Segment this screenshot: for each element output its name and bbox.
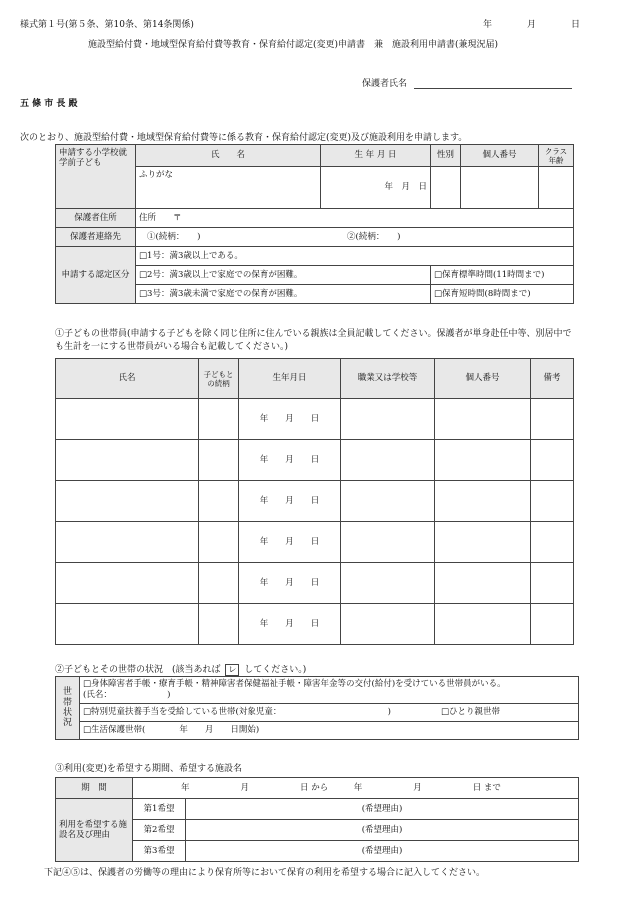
furigana-label: ふりがな	[139, 170, 174, 180]
child-id-field[interactable]	[461, 167, 539, 209]
member-dob[interactable]: 年 月 日	[239, 563, 341, 604]
date-month-label: 月	[527, 20, 537, 30]
household-header-row	[56, 359, 574, 399]
dob-header: 生 年 月 日	[321, 145, 431, 167]
member-dob[interactable]: 年 月 日	[239, 481, 341, 522]
member-dob[interactable]: 年 月 日	[239, 399, 341, 440]
guardian-name-label: 保護者氏名	[362, 79, 408, 89]
facility-note: ③利用(変更)を希望する期間、希望する施設名	[55, 764, 243, 774]
choice-2-label: 第2希望	[133, 820, 186, 841]
date-year-label: 年	[483, 20, 493, 30]
status-note-suffix: してください。)	[244, 665, 307, 675]
footer-note: 下記④⑤は、保護者の労働等の理由により保育所等において保育の利用を希望する場合に記入してください。	[44, 868, 486, 878]
choice-1-field[interactable]: (希望理由)	[186, 799, 579, 820]
col-relation: 子どもとの続柄	[199, 359, 239, 399]
choice-1-label: 第1希望	[133, 799, 186, 820]
facility-table	[55, 777, 579, 862]
child-dob-field[interactable]: 年 月 日	[321, 167, 431, 209]
class-header: クラス年齢	[539, 145, 574, 167]
name-header: 氏 名	[136, 145, 321, 167]
intro-text: 次のとおり、施設型給付費・地域型保育給付費等に係る教育・保育給付認定(変更)及び施設利用を申請します。	[20, 133, 468, 143]
period-label: 期 間	[56, 778, 133, 799]
child-label: 申請する小学校就学前子ども	[56, 145, 136, 209]
applicant-table	[55, 144, 574, 304]
form-title: 施設型給付費・地域型保育給付費等教育・保育給付認定(変更)申請書 兼 施設利用申請書(兼現況届)	[88, 40, 499, 50]
sex-header: 性別	[431, 145, 461, 167]
cert-option-3[interactable]: □3号：満3歳未満で家庭での保育が困難。	[136, 285, 431, 304]
member-dob[interactable]: 年 月 日	[239, 440, 341, 481]
child-class-field[interactable]	[539, 167, 574, 209]
status-table	[55, 676, 579, 740]
status-note-prefix: ②子どもとその世帯の状況 (該当あれば	[55, 665, 221, 675]
table-row	[56, 563, 574, 604]
hours-standard-option[interactable]: □保育標準時間(11時間まで)	[431, 266, 574, 285]
status-disability[interactable]	[80, 677, 579, 704]
form-number: 様式第１号(第５条、第10条、第14条関係)	[20, 20, 194, 30]
choice-3-label: 第3希望	[133, 841, 186, 862]
household-note: ①子どもの世帯員(申請する子どもを除く同じ住所に住んでいる親族は全員記載してください。保護者が単身赴任中等、別居中でも生計を一にする世帯員がいる場合も記載してください。)	[55, 329, 572, 353]
cert-label: 申請する認定区分	[56, 247, 136, 304]
status-allowance-text: □特別児童扶養手当を受給している世帯(対象児童： )	[83, 707, 391, 718]
col-occupation: 職業又は学校等	[341, 359, 435, 399]
status-allowance[interactable]	[80, 704, 579, 722]
status-welfare[interactable]: □生活保護世帯( 年 月 日開始)	[80, 722, 579, 740]
table-row	[56, 440, 574, 481]
facility-label: 利用を希望する施設名及び理由	[56, 799, 133, 862]
status-label: 世帯状況	[56, 677, 80, 740]
contact-field[interactable]	[136, 228, 574, 247]
cert-option-1[interactable]: □1号：満3歳以上である。	[136, 247, 574, 266]
contact-label: 保護者連絡先	[56, 228, 136, 247]
member-dob[interactable]: 年 月 日	[239, 604, 341, 645]
status-note	[55, 662, 306, 676]
col-name: 氏名	[56, 359, 199, 399]
contact-2: ②(続柄： )	[347, 231, 401, 242]
contact-1: ①(続柄： )	[147, 231, 201, 242]
household-table	[55, 358, 574, 645]
table-row	[56, 604, 574, 645]
table-row	[56, 481, 574, 522]
child-sex-field[interactable]	[431, 167, 461, 209]
table-row	[56, 399, 574, 440]
status-disability-text: □身体障害者手帳・療育手帳・精神障害者保健福祉手帳・障害年金等の交付(給付)を受けている世帯員がいる。	[83, 678, 506, 689]
table-row	[56, 522, 574, 563]
address-field[interactable]: 住所 〒	[136, 209, 574, 228]
col-notes: 備考	[531, 359, 574, 399]
col-dob: 生年月日	[239, 359, 341, 399]
member-dob[interactable]: 年 月 日	[239, 522, 341, 563]
id-header: 個人番号	[461, 145, 539, 167]
choice-2-field[interactable]: (希望理由)	[186, 820, 579, 841]
addressee: 五 條 市 長 殿	[20, 99, 78, 109]
date-day-label: 日	[571, 20, 581, 30]
col-id: 個人番号	[435, 359, 531, 399]
period-field[interactable]: 年 月 日 から 年 月 日 まで	[133, 778, 579, 799]
child-name-field[interactable]	[136, 167, 321, 209]
address-label: 保護者住所	[56, 209, 136, 228]
hours-short-option[interactable]: □保育短時間(8時間まで)	[431, 285, 574, 304]
checkmark-icon: レ	[225, 664, 239, 676]
choice-3-field[interactable]: (希望理由)	[186, 841, 579, 862]
status-single-parent[interactable]: □ひとり親世帯	[441, 707, 501, 718]
cert-option-2[interactable]: □2号：満3歳以上で家庭での保育が困難。	[136, 266, 431, 285]
status-disability-name: (氏名： )	[83, 690, 171, 700]
guardian-name-line[interactable]	[414, 88, 572, 89]
